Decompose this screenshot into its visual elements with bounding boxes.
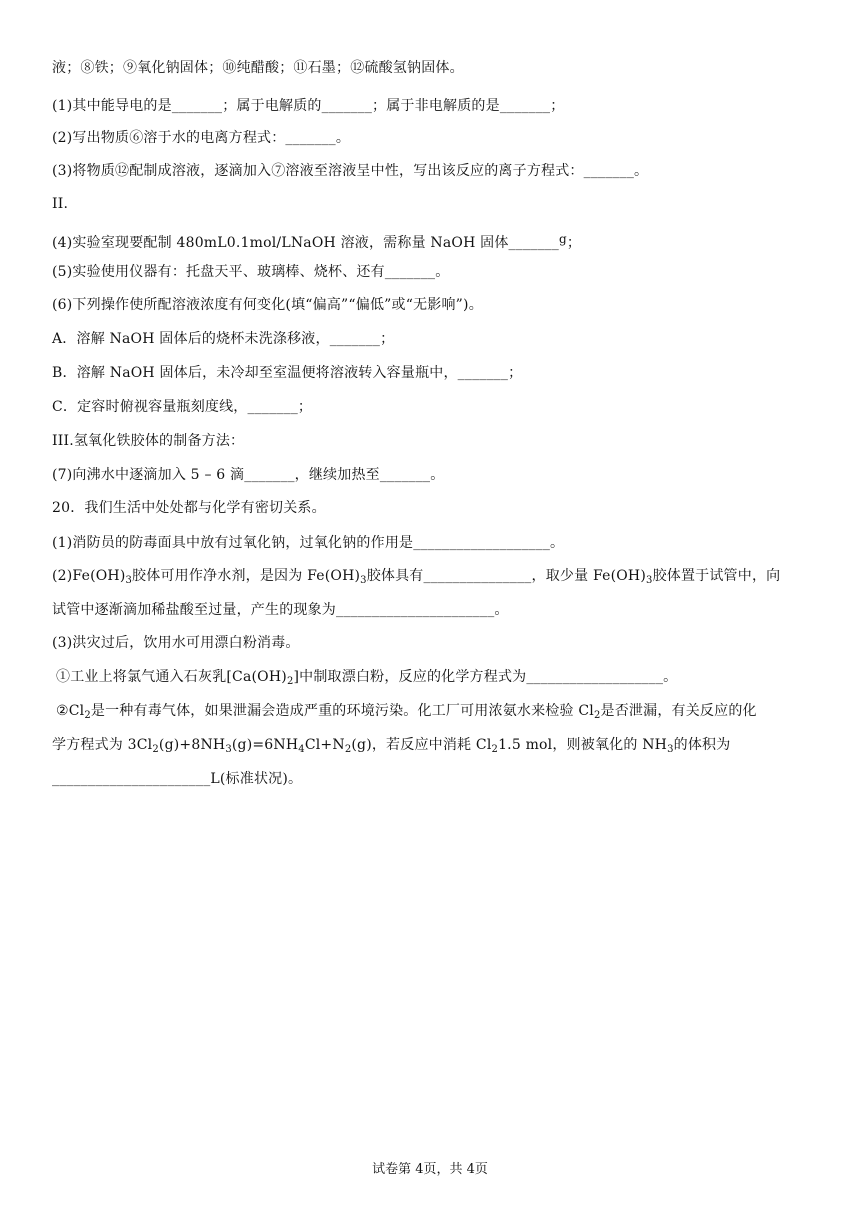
line-text: ； <box>566 235 582 251</box>
line-text: 液；⑧铁；⑨氧化钠固体；⑩纯醋酸；⑪石墨；⑫硫酸氢钠固体。 <box>52 60 464 76</box>
question-5-line <box>52 262 449 282</box>
subscript: 2 <box>286 676 294 687</box>
subscript: 3 <box>646 575 653 586</box>
page-footer: 试卷第 4页，共 4页 <box>372 1162 488 1177</box>
line-text: 是一种有毒气体，如果泄漏会造成严重的环境污染。化工厂可用浓氨水来检验 Cl <box>90 703 594 719</box>
subscript: 2 <box>84 710 91 721</box>
option-b-line <box>52 363 522 383</box>
line-text: 学方程式为 3Cl <box>52 737 153 753</box>
line-text: (2)Fe(OH) <box>52 568 126 584</box>
subscript: 3 <box>360 575 367 586</box>
option-c-line <box>52 397 312 417</box>
question-20-2-continued <box>52 600 509 620</box>
section-ii-heading <box>52 194 68 214</box>
line-text: (2)写出物质⑥溶于水的电离方程式：_______。 <box>52 130 351 146</box>
line-text: A．溶解 NaOH 固体后的烧杯未洗涤移液，_______； <box>52 331 395 347</box>
subscript: 3 <box>225 744 232 755</box>
subscript: 2 <box>593 710 601 721</box>
section-iii-heading <box>52 431 244 451</box>
question-20-1-line <box>52 533 564 553</box>
line-text: B．溶解 NaOH 固体后，未冷却至室温便将溶液转入容量瓶中，_______； <box>52 365 523 381</box>
line-text: ②Cl <box>56 703 85 719</box>
line-text: (g)+8NH <box>158 737 226 753</box>
line-text: Cl+N <box>304 737 345 753</box>
equation-line <box>52 735 730 755</box>
line-text: 20．我们生活中处处都与化学有密切关系。 <box>52 500 326 516</box>
subscript: 3 <box>125 575 133 586</box>
line-text: C．定容时俯视容量瓶刻度线，_______； <box>52 399 313 415</box>
subscript: 2 <box>491 744 499 755</box>
subscript: 3 <box>667 744 674 755</box>
question-20-3-item-2 <box>56 701 757 721</box>
question-20-2-line <box>52 566 780 586</box>
line-text: ______________________L(标准状况)。 <box>52 771 303 787</box>
line-text: 试管中逐渐滴加稀盐酸至过量，产生的现象为______________________。 <box>52 602 509 618</box>
line-text: 是否泄漏，有关反应的化 <box>600 703 757 719</box>
line-text: (6)下列操作使所配溶液浓度有何变化(填“偏高”“偏低”或“无影响”)。 <box>52 297 483 313</box>
question-1-line <box>52 96 564 116</box>
line-text: (3)洪灾过后，饮用水可用漂白粉消毒。 <box>52 635 300 651</box>
line-text: 的体积为 <box>673 737 731 753</box>
question-2-line <box>52 128 350 148</box>
line-text: 胶体具有_______________，取少量 Fe(OH) <box>366 568 646 584</box>
subscript: 2 <box>344 744 352 755</box>
line-text: (4)实验室现要配制 480mL0.1mol/LNaOH 溶液，需称量 NaOH 固体_______ <box>52 235 559 251</box>
line-text: III.氢氧化铁胶体的制备方法： <box>52 433 245 449</box>
option-a-line <box>52 329 394 349</box>
question-3-line <box>52 161 648 181</box>
line-text: 1.5 mol，则被氧化的 NH <box>498 737 668 753</box>
line-text: (5)实验使用仪器有：托盘天平、玻璃棒、烧杯、还有_______。 <box>52 264 450 280</box>
line-text: (g)=6NH <box>231 737 299 753</box>
line-text: 胶体可用作净水剂，是因为 Fe(OH) <box>132 568 361 584</box>
question-4-line <box>52 229 581 253</box>
text-line <box>52 58 464 78</box>
line-text: 胶体置于试管中，向 <box>652 568 781 584</box>
line-text: (1)其中能导电的是_______；属于电解质的_______；属于非电解质的是_______； <box>52 98 565 114</box>
question-20-3-item-1 <box>56 667 677 687</box>
question-6-line <box>52 295 483 315</box>
line-text: (g)，若反应中消耗 Cl <box>351 737 492 753</box>
subscript: 2 <box>152 744 159 755</box>
question-20-heading <box>52 498 326 518</box>
line-text: ①工业上将氯气通入石灰乳[Ca(OH) <box>56 669 287 685</box>
line-text: II. <box>52 196 69 212</box>
line-text: (1)消防员的防毒面具中放有过氧化钠，过氧化钠的作用是___________________。 <box>52 535 565 551</box>
unit-g: g <box>558 232 567 246</box>
line-text: (3)将物质⑫配制成溶液，逐滴加入⑦溶液至溶液呈中性，写出该反应的离子方程式：_______。 <box>52 163 649 179</box>
question-7-line <box>52 465 444 485</box>
subscript: 4 <box>298 744 305 755</box>
answer-line <box>52 769 302 789</box>
line-text: ]中制取漂白粉，反应的化学方程式为___________________。 <box>293 669 678 685</box>
question-20-3-line <box>52 633 300 653</box>
line-text: (7)向沸水中逐滴加入 5 – 6 滴_______，继续加热至_______。 <box>52 467 445 483</box>
